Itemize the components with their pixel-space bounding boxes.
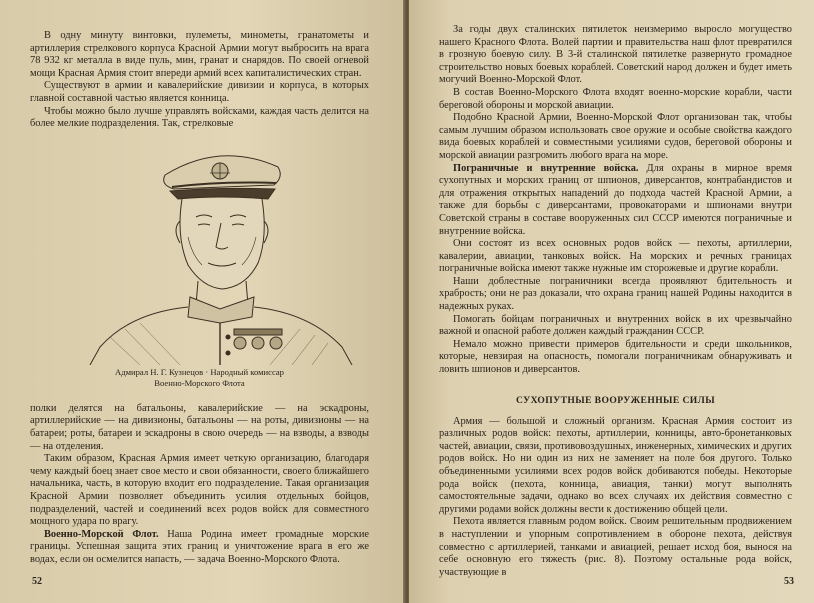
paragraph: Пехота является главным родом войск. Своим решительным продвижением в наступлении и упорным сопротивлением в обороне пехота, действуя совместно с артиллерией, танками и авиацией, решает исход боя, вынося на себе основную его тяжесть (рис. 8). Поэтому остальные рода войск, участвующие в <box>439 516 792 578</box>
portrait-caption <box>30 367 369 389</box>
paragraph: Немало можно привести примеров бдительности и среди школьников, которые, невзирая на опасность, помогали пограничникам обнаруживать и ловить шпионов и диверсантов. <box>439 338 792 376</box>
caption-line: Военно-Морского Флота <box>154 377 245 388</box>
caption-line: Адмирал Н. Г. Кузнецов · Народный комиссар <box>115 366 284 377</box>
paragraph: Чтобы можно было лучше управлять войсками, каждая часть делится на более мелкие подразделения. Так, стрелковые <box>30 105 369 130</box>
admiral-portrait-illustration <box>70 137 370 365</box>
page-number: 52 <box>32 576 42 587</box>
section-heading-inline: Военно-Морской Флот. <box>44 528 159 540</box>
paragraph <box>439 163 792 239</box>
paragraph: Таким образом, Красная Армия имеет четкую организацию, благодаря чему каждый боец знает свое место и свои обязанности, своего ближайшего начальника, часть, в которую входит его подразделение. Такая организация Красной Армии позволяет объединить усилия отдельных бойцов, подразделений, частей и соединений всех родов войск для совместного мощного удара по врагу. <box>30 453 369 528</box>
right-page <box>409 0 814 603</box>
paragraph <box>30 529 369 567</box>
paragraph: За годы двух сталинских пятилеток неизмеримо выросло могущество нашего Красного Флота. Волей партии и правительства наш флот превратился в грозную боевую силу. В 3-й сталинской пятилетке развернуто громадное строительство новых боевых кораблей. Советский народ должен и будет иметь могучий Военно-Морской Флот. <box>439 24 792 86</box>
paragraph: Помогать бойцам пограничных и внутренних войск в их чрезвычайно важной и опасной работе должен каждый гражданин СССР. <box>439 313 792 338</box>
section-heading-inline: Пограничные и внутренние войска. <box>453 162 639 174</box>
page-number: 53 <box>784 576 794 587</box>
paragraph: В одну минуту винтовки, пулеметы, минометы, гранатометы и артиллерия стрелкового корпуса Красной Армии могут выбросить на врага 78 932 кг металла в виде пуль, мин, гранат и снарядов. По своей огневой мощи Красная Армия стоит впереди армий всех капиталистических стран. <box>30 30 369 79</box>
paragraph-text: Наша Родина имеет громадные морские границы. Успешная защита этих границ и уничтожение врага в его же водах, если он осмелится напасть, — задача Военно-Морского Флота. <box>30 528 369 565</box>
section-heading: СУХОПУТНЫЕ ВООРУЖЕННЫЕ СИЛЫ <box>515 394 716 406</box>
paragraph-text: Для охраны в мирное время сухопутных и морских границ от шпионов, диверсантов, контрабандистов и для отражения открытых нападений до подхода частей Красной Армии, а также для борьбы с диверсантами, провокаторами и шпионами внутри Советской страны в составе вооруженных сил СССР имеются пограничные и внутренние войска. <box>439 162 792 237</box>
paragraph: Армия — большой и сложный организм. Красная Армия состоит из различных родов войск: пехоты, артиллерии, конницы, авто-бронетанковых частей, авиации, связи, противовоздушных, инженерных, химических и других родов войск. Но ни один из них не заменяет на поле боя другого. Только объединенными усилиями всех родов войск добиваются победы. Некоторые рода войск (пехота, конница, авиация, танки) могут выполнять самостоятельные задачи, однако во всех случаях их действия совместно с другими родами войск должны вести к достижению общей цели. <box>439 415 792 515</box>
paragraph: Наши доблестные пограничники всегда проявляют бдительность и храбрость; они не раз доказали, что охрана границ нашей Родины находится в надежных руках. <box>439 275 792 313</box>
paragraph: В состав Военно-Морского Флота входят военно-морские корабли, части береговой обороны и морской авиации. <box>439 86 792 111</box>
paragraph: полки делятся на батальоны, кавалерийские — на эскадроны, артиллерийские — на дивизионы, батальоны — на роты, дивизионы — на батареи; роты, батареи и эскадроны в свою очередь — на взводы, а взводы — на отделения. <box>30 402 369 452</box>
paragraph: Подобно Красной Армии, Военно-Морской Флот организован так, чтобы самым лучшим образом использовать свое оружие и особые свойства каждого вида боевых кораблей и совместными усилиями судов, береговой обороны и морской авиации разгромить любого врага на море. <box>439 112 792 161</box>
paragraph: Существуют в армии и кавалерийские дивизии и корпуса, в которых главной составной частью является конница. <box>30 80 369 104</box>
paragraph: Они состоят из всех основных родов войск — пехоты, артиллерии, кавалерии, авиации, танковых войск. На морских и речных границах пограничные войска имеют также нужные им сторожевые и другие корабли. <box>439 238 792 275</box>
left-page <box>0 0 405 603</box>
